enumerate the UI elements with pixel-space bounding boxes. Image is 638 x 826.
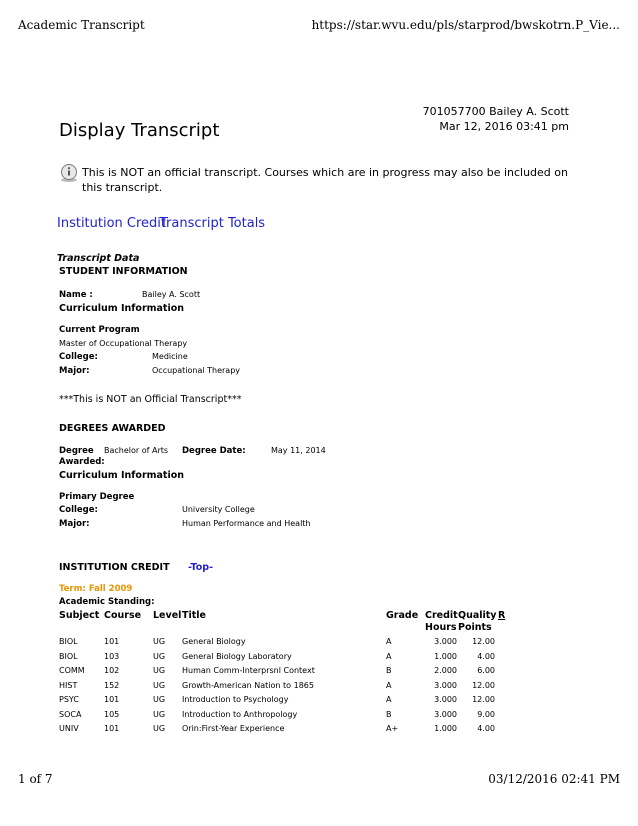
- col-hours: Hours: [425, 622, 457, 633]
- cell-subject: PSYC: [59, 695, 79, 704]
- degree-college-label: College:: [59, 505, 98, 515]
- current-program-label: Current Program: [59, 325, 140, 335]
- not-official-banner: ***This is NOT an Official Transcript***: [59, 394, 242, 405]
- transcript-data-heading: Transcript Data: [57, 253, 140, 264]
- name-label: Name :: [59, 290, 93, 300]
- cell-points: 12.00: [472, 680, 495, 690]
- transcript-totals-link[interactable]: Transcript Totals: [160, 216, 266, 231]
- cell-level: UG: [153, 666, 166, 675]
- user-id-name: 701057700 Bailey A. Scott: [422, 105, 569, 118]
- col-grade: Grade: [386, 610, 419, 621]
- degree-curriculum-heading: Curriculum Information: [59, 470, 185, 481]
- cell-level: UG: [153, 651, 166, 661]
- cell-subject: HIST: [59, 680, 78, 690]
- cell-hours: 1.000: [434, 724, 457, 733]
- institution-credit-heading: INSTITUTION CREDIT: [59, 562, 170, 573]
- cell-points: 12.00: [472, 637, 495, 646]
- degree-college-value: University College: [182, 505, 255, 514]
- cell-title: Orin:First-Year Experience: [182, 724, 285, 733]
- cell-course: 105: [104, 709, 120, 719]
- cell-level: UG: [153, 724, 166, 733]
- cell-grade: A: [386, 637, 392, 646]
- cell-hours: 1.000: [434, 651, 457, 661]
- cell-subject: BIOL: [59, 637, 78, 646]
- cell-hours: 3.000: [434, 709, 457, 719]
- col-r: R: [498, 610, 506, 621]
- college-label: College:: [59, 352, 98, 362]
- cell-points: 4.00: [477, 724, 495, 733]
- cell-hours: 3.000: [434, 637, 457, 646]
- curriculum-heading: Curriculum Information: [59, 303, 185, 314]
- degree-value: Bachelor of Arts: [104, 446, 169, 455]
- cell-subject: BIOL: [59, 651, 78, 661]
- col-points: Points: [458, 622, 492, 633]
- cell-title: General Biology: [182, 637, 246, 646]
- cell-level: UG: [153, 680, 166, 690]
- print-page-title: Academic Transcript: [18, 18, 145, 32]
- col-level: Level: [153, 610, 182, 621]
- user-info: [423, 104, 569, 134]
- print-url: https://star.wvu.edu/pls/starprod/bwskotrn.P_Vie...: [311, 18, 620, 32]
- term-label: Term: Fall 2009: [59, 584, 133, 594]
- student-name: Bailey A. Scott: [142, 290, 201, 299]
- col-subject: Subject: [59, 610, 100, 621]
- cell-hours: 2.000: [434, 666, 457, 675]
- cell-points: 4.00: [477, 651, 495, 661]
- degree-date-label: Degree Date:: [182, 446, 246, 456]
- cell-grade: A+: [386, 724, 399, 733]
- page-date: Mar 12, 2016 03:41 pm: [439, 120, 569, 133]
- unofficial-notice: This is NOT an official transcript. Courses which are in progress may also be included on this transcript.: [82, 166, 568, 194]
- cell-grade: A: [386, 680, 392, 690]
- cell-course: 102: [104, 666, 120, 675]
- major-value: Occupational Therapy: [152, 366, 241, 375]
- cell-course: 152: [104, 680, 120, 690]
- awarded-label: Awarded:: [59, 457, 105, 467]
- degree-major-label: Major:: [59, 519, 90, 529]
- cell-level: UG: [153, 709, 166, 719]
- cell-title: General Biology Laboratory: [182, 651, 292, 661]
- cell-grade: A: [386, 651, 392, 661]
- page-title: Display Transcript: [59, 120, 220, 141]
- col-title: Title: [182, 610, 206, 621]
- cell-subject: SOCA: [59, 709, 82, 719]
- degree-major-value: Human Performance and Health: [182, 519, 311, 528]
- cell-grade: B: [386, 709, 392, 719]
- cell-points: 12.00: [472, 695, 495, 704]
- cell-course: 101: [104, 724, 120, 733]
- cell-grade: B: [386, 666, 392, 675]
- degrees-awarded-heading: DEGREES AWARDED: [59, 423, 166, 434]
- top-link[interactable]: -Top-: [188, 562, 214, 573]
- cell-level: UG: [153, 637, 166, 646]
- institution-credit-link[interactable]: Institution Credit: [57, 216, 167, 231]
- major-label: Major:: [59, 366, 90, 376]
- cell-points: 6.00: [477, 666, 495, 675]
- col-credit: Credit: [425, 610, 458, 621]
- college-value: Medicine: [152, 352, 188, 361]
- cell-hours: 3.000: [434, 680, 457, 690]
- cell-course: 103: [104, 651, 120, 661]
- print-timestamp: 03/12/2016 02:41 PM: [488, 772, 620, 786]
- degree-label: Degree: [59, 446, 94, 456]
- print-page-indicator: 1 of 7: [18, 772, 53, 786]
- cell-grade: A: [386, 695, 392, 704]
- cell-subject: UNIV: [59, 724, 79, 733]
- cell-title: Introduction to Psychology: [182, 695, 289, 704]
- current-program-value: Master of Occupational Therapy: [59, 339, 188, 348]
- primary-degree-label: Primary Degree: [59, 492, 135, 502]
- cell-points: 9.00: [477, 709, 495, 719]
- cell-title: Growth-American Nation to 1865: [182, 680, 314, 690]
- cell-title: Introduction to Anthropology: [182, 709, 298, 719]
- student-info-heading: STUDENT INFORMATION: [59, 266, 188, 277]
- cell-title: Human Comm-Interprsnl Context: [182, 666, 315, 675]
- academic-standing-label: Academic Standing:: [59, 597, 155, 607]
- cell-course: 101: [104, 695, 120, 704]
- cell-hours: 3.000: [434, 695, 457, 704]
- col-quality: Quality: [458, 610, 497, 621]
- info-icon: [59, 163, 79, 183]
- cell-course: 101: [104, 637, 120, 646]
- col-course: Course: [104, 610, 142, 621]
- degree-date-value: May 11, 2014: [271, 446, 326, 455]
- cell-subject: COMM: [59, 666, 85, 675]
- cell-level: UG: [153, 695, 166, 704]
